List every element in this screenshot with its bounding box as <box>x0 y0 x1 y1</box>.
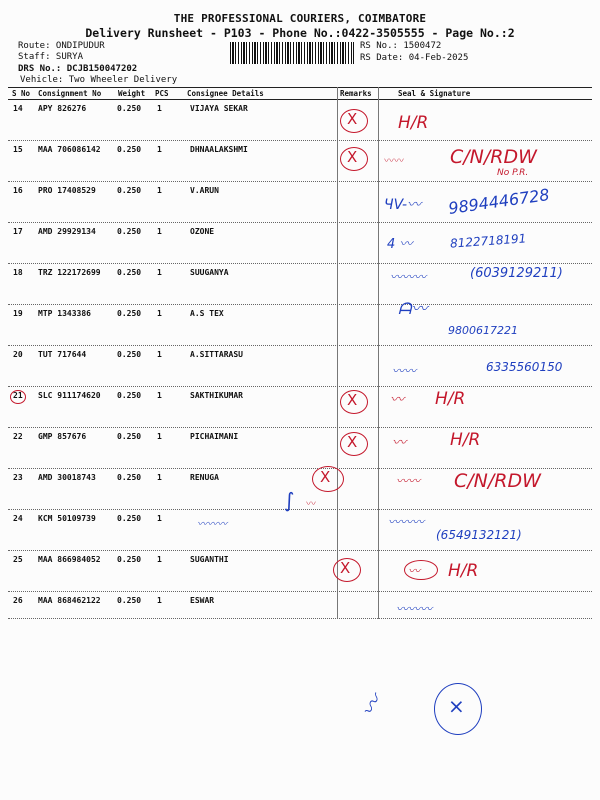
row-sno: 19 <box>13 309 23 318</box>
signature-scribble: 〰〰〰 <box>388 515 425 529</box>
row-separator <box>8 468 592 469</box>
row-pcs: 1 <box>157 186 162 195</box>
staff-label: Staff: SURYA <box>18 52 84 62</box>
row-weight: 0.250 <box>117 309 142 318</box>
row-sno: 24 <box>13 514 23 523</box>
remark-cross: X <box>347 391 358 409</box>
row-sno: 15 <box>13 145 23 154</box>
row-separator <box>8 304 592 305</box>
row-separator <box>8 263 592 264</box>
row-pcs: 1 <box>157 145 162 154</box>
remark-cross: X <box>347 433 358 451</box>
signature-note: No P.R. <box>497 168 529 178</box>
row-sno: 16 <box>13 186 23 195</box>
row-consignment: TRZ 122172699 <box>38 268 101 277</box>
col-pcs: PCS <box>155 89 169 98</box>
footer-stamp-mark: ⨯ <box>448 694 465 718</box>
table-row <box>0 387 600 428</box>
signature-text: C/N/RDW <box>454 470 541 492</box>
row-consignee: SUUGANYA <box>190 268 229 277</box>
rs-date: RS Date: 04-Feb-2025 <box>360 53 469 63</box>
route-label: Route: ONDIPUDUR <box>18 41 105 51</box>
remark-cross: X <box>347 110 358 128</box>
table-row <box>0 551 600 592</box>
row-consignment: MAA 866984052 <box>38 555 101 564</box>
row-pcs: 1 <box>157 391 162 400</box>
row-consignment: AMD 30018743 <box>38 473 96 482</box>
signature-text: H/R <box>435 389 466 409</box>
row-pcs: 1 <box>157 596 162 605</box>
row-consignment: AMD 29929134 <box>38 227 96 236</box>
row-pcs: 1 <box>157 432 162 441</box>
row-weight: 0.250 <box>117 391 142 400</box>
row-weight: 0.250 <box>117 350 142 359</box>
row-separator <box>8 345 592 346</box>
footer-signature: 〰 <box>356 690 390 723</box>
signature-text: (6549132121) <box>436 528 522 542</box>
row-consignee: VIJAYA SEKAR <box>190 104 248 113</box>
row-pcs: 1 <box>157 268 162 277</box>
row-pcs: 1 <box>157 555 162 564</box>
signature-text: H/R <box>448 561 479 581</box>
row-pcs: 1 <box>157 309 162 318</box>
row-pcs: 1 <box>157 473 162 482</box>
col-consignee: Consignee Details <box>187 89 264 98</box>
signature-text: 9894446728 <box>447 185 551 218</box>
table-row <box>0 428 600 469</box>
signature-scribble: 〰 <box>392 435 406 451</box>
row-weight: 0.250 <box>117 145 142 154</box>
row-separator <box>8 591 592 592</box>
vehicle-label: Vehicle: Two Wheeler Delivery <box>20 75 178 85</box>
row-consignment: GMP 857676 <box>38 432 87 441</box>
row-sno: 21 <box>13 391 23 400</box>
consignee-handwriting: 〰〰〰 <box>197 519 227 530</box>
col-seal: Seal & Signature <box>398 89 471 98</box>
signature-text: H/R <box>450 430 481 450</box>
row-weight: 0.250 <box>117 555 142 564</box>
row-number-circle <box>10 390 26 404</box>
row-weight: 0.250 <box>117 186 142 195</box>
barcode-image <box>230 42 354 64</box>
signature-scribble: 〰〰 <box>392 364 417 378</box>
row-consignment: APY 826276 <box>38 104 87 113</box>
row-consignment: KCM 50109739 <box>38 514 96 523</box>
signature-text: 6335560150 <box>486 360 563 374</box>
row-separator <box>8 427 592 428</box>
signature-scribble: 〰〰〰 <box>390 270 427 284</box>
signature-scribble: 〰 <box>390 392 404 408</box>
row-separator <box>8 140 592 141</box>
row-weight: 0.250 <box>117 104 142 113</box>
row-consignee: A.SITTARASU <box>190 350 243 359</box>
runsheet-subtitle: Delivery Runsheet - P103 - Phone No.:0422-3505555 - Page No.:2 <box>85 26 515 40</box>
row-sno: 14 <box>13 104 23 113</box>
row-consignee: V.ARUN <box>190 186 219 195</box>
col-consignment: Consignment No <box>38 89 102 98</box>
row-consignee: OZONE <box>190 227 215 236</box>
row-consignment: MAA 706086142 <box>38 145 101 154</box>
row-consignee: SAKTHIKUMAR <box>190 391 243 400</box>
table-row <box>0 592 600 633</box>
row-consignee: DHNAALAKSHMI <box>190 145 248 154</box>
row-sno: 23 <box>13 473 23 482</box>
signature-scribble: 〰〰〰 <box>396 602 433 616</box>
row-weight: 0.250 <box>117 227 142 236</box>
signature-scribble: 〰 <box>408 564 421 578</box>
row-consignee: A.S TEX <box>190 309 224 318</box>
row-consignment: MAA 868462122 <box>38 596 101 605</box>
row-sno: 20 <box>13 350 23 359</box>
remark-cross: X <box>347 148 358 166</box>
remark-cross: X <box>320 468 331 486</box>
row-weight: 0.250 <box>117 268 142 277</box>
signature-scribble: 〰 <box>306 499 316 510</box>
signature-scribble: 〰〰 <box>384 156 404 167</box>
row-weight: 0.250 <box>117 473 142 482</box>
row-consignment: MTP 1343386 <box>38 309 91 318</box>
col-weight: Weight <box>118 89 146 98</box>
signature-scribble: 〰〰 <box>396 474 421 488</box>
row-separator <box>8 181 592 182</box>
row-consignee: ESWAR <box>190 596 215 605</box>
row-weight: 0.250 <box>117 596 142 605</box>
row-sno: 17 <box>13 227 23 236</box>
row-separator <box>8 550 592 551</box>
table-row <box>0 100 600 141</box>
col-remarks: Remarks <box>340 89 372 98</box>
row-consignee: RENUGA <box>190 473 219 482</box>
row-consignment: TUT 717644 <box>38 350 87 359</box>
row-separator <box>8 386 592 387</box>
col-sno: S No <box>12 89 31 98</box>
signature-scribble: ∫ <box>284 488 295 512</box>
row-weight: 0.250 <box>117 432 142 441</box>
rs-number: RS No.: 1500472 <box>360 41 442 51</box>
remark-cross: X <box>340 559 351 577</box>
row-consignee: SUGANTHI <box>190 555 229 564</box>
row-weight: 0.250 <box>117 514 142 523</box>
row-sno: 22 <box>13 432 23 441</box>
drs-number: DRS No.: DCJB150047202 <box>18 64 138 74</box>
row-sno: 18 <box>13 268 23 277</box>
signature-text: C/N/RDW <box>450 146 537 168</box>
signature-scribble: 4 〰 <box>387 237 413 252</box>
row-sno: 25 <box>13 555 23 564</box>
row-separator <box>8 222 592 223</box>
signature-stamp <box>404 560 438 580</box>
table-bottom-rule <box>8 618 592 619</box>
signature-text: H/R <box>398 113 429 133</box>
row-pcs: 1 <box>157 104 162 113</box>
row-consignee: PICHAIMANI <box>190 432 239 441</box>
row-consignment: SLC 911174620 <box>38 391 101 400</box>
row-separator <box>8 509 592 510</box>
signature-text: 9800617221 <box>448 324 518 337</box>
signature-text: 8122718191 <box>449 231 527 251</box>
signature-text: (6039129211) <box>470 266 563 281</box>
row-pcs: 1 <box>157 514 162 523</box>
header-rule <box>8 87 592 88</box>
signature-scribble: ЧV-〰 <box>384 197 422 213</box>
row-consignment: PRO 17408529 <box>38 186 96 195</box>
row-pcs: 1 <box>157 350 162 359</box>
row-sno: 26 <box>13 596 23 605</box>
company-title: THE PROFESSIONAL COURIERS, COIMBATORE <box>173 12 427 25</box>
signature-scribble: ᗩ〰 <box>398 299 428 318</box>
row-pcs: 1 <box>157 227 162 236</box>
